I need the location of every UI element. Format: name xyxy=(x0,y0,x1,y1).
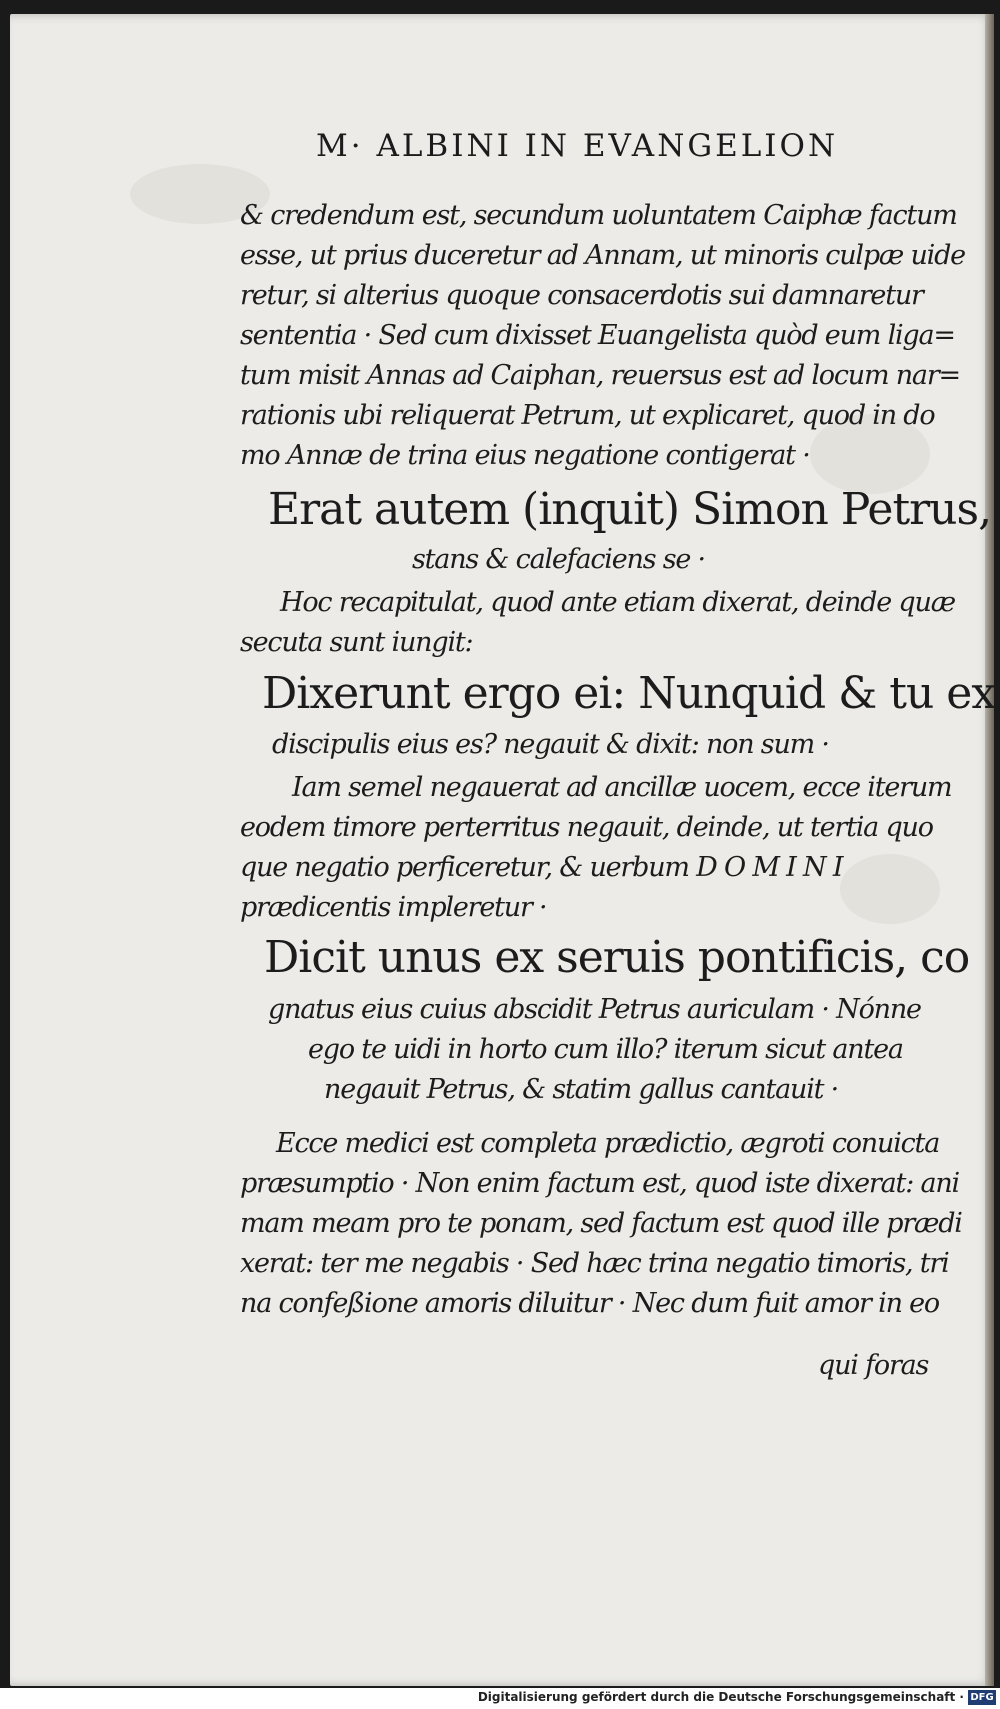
text-line: mam meam pro te ponam, sed factum est quod ille prædi xyxy=(240,1208,962,1239)
text-line: eodem timore perterritus negauit, deinde, ut tertia quo xyxy=(240,812,933,843)
text-line: retur, si alterius quoque consacerdotis sui damnaretur xyxy=(240,280,923,311)
text-line: na confeßione amoris diluitur · Nec dum fuit amor in eo xyxy=(240,1288,939,1319)
text-line: que negatio perficeretur, & uerbum D O M I N I xyxy=(240,852,843,883)
text-line: præsumptio · Non enim factum est, quod iste dixerat: ani xyxy=(240,1168,959,1199)
running-head: M· ALBINI IN EVANGELION xyxy=(316,128,839,164)
text-line: negauit Petrus, & statim gallus cantauit · xyxy=(324,1074,839,1105)
text-line: prædicentis impleretur · xyxy=(240,892,547,923)
page-edge xyxy=(985,14,994,1686)
text-line: xerat: ter me negabis · Sed hæc trina negatio timoris, tri xyxy=(240,1248,949,1279)
text-line: rationis ubi reliquerat Petrum, ut explicaret, quod in do xyxy=(240,400,935,431)
text-line: sententia · Sed cum dixisset Euangelista quòd eum liga= xyxy=(240,320,955,351)
commentary-paragraph-2 xyxy=(240,583,955,663)
text-line: Iam semel negauerat ad ancillæ uocem, ecce iterum xyxy=(292,772,952,803)
commentary-paragraph-3 xyxy=(240,768,951,928)
commentary-paragraph-1 xyxy=(240,196,965,476)
text-line: ego te uidi in horto cum illo? iterum sicut antea xyxy=(308,1034,903,1065)
commentary-paragraph-4 xyxy=(240,1124,962,1324)
scripture-lemma-3: Dicit unus ex seruis pontificis, co xyxy=(264,932,970,983)
text-line: tum misit Annas ad Caiphan, reuersus est ad locum nar= xyxy=(240,360,960,391)
scripture-lemma-1-continuation: stans & calefaciens se · xyxy=(412,544,705,575)
catchword: qui foras xyxy=(818,1350,929,1381)
text-line: gnatus eius cuius abscidit Petrus auriculam · Nónne xyxy=(268,994,921,1025)
text-line: secuta sunt iungit: xyxy=(240,627,473,658)
text-line: esse, ut prius duceretur ad Annam, ut minoris culpæ uide xyxy=(240,240,965,271)
scripture-lemma-2-continuation: discipulis eius es? negauit & dixit: non sum · xyxy=(272,729,829,760)
funding-credit: Digitalisierung gefördert durch die Deutsche Forschungsgemeinschaft · xyxy=(477,1690,964,1704)
text-line: & credendum est, secundum uoluntatem Caiphæ factum xyxy=(240,200,957,231)
scripture-lemma-2: Dixerunt ergo ei: Nunquid & tu ex xyxy=(262,668,996,719)
text-line: mo Annæ de trina eius negatione contigerat · xyxy=(240,440,810,471)
text-line: Ecce medici est completa prædictio, ægroti conuicta xyxy=(276,1128,940,1159)
scripture-lemma-3-continuation xyxy=(268,990,921,1110)
dfg-logo-icon: DFG xyxy=(968,1690,996,1705)
scripture-lemma-1: Erat autem (inquit) Simon Petrus, xyxy=(268,484,992,535)
text-line: Hoc recapitulat, quod ante etiam dixerat, deinde quæ xyxy=(280,587,955,618)
